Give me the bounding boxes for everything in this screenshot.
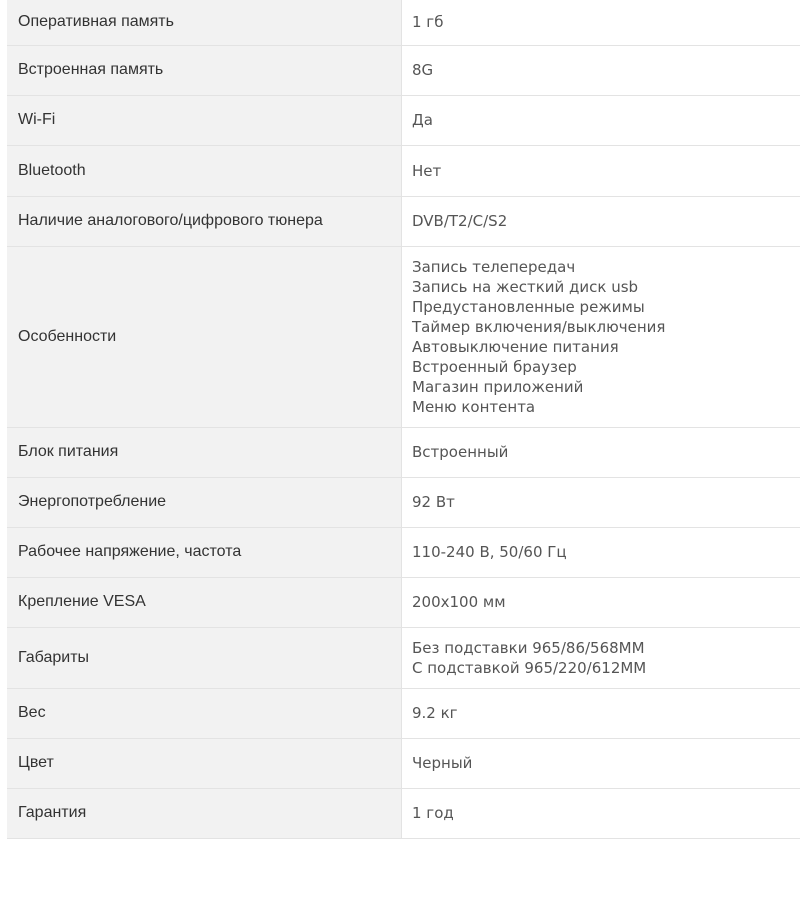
spec-value <box>402 145 800 196</box>
spec-value-line: Таймер включения/выключения <box>412 317 666 336</box>
spec-label: Цвет <box>7 738 402 788</box>
specifications-body <box>7 0 800 838</box>
spec-row <box>7 427 800 477</box>
spec-label: Блок питания <box>7 427 402 477</box>
spec-value-line: 92 Вт <box>412 493 455 511</box>
spec-row <box>7 45 800 95</box>
spec-value-line: DVB/T2/C/S2 <box>412 212 508 230</box>
spec-row <box>7 688 800 738</box>
spec-row <box>7 627 800 688</box>
spec-row <box>7 246 800 427</box>
spec-label: Вес <box>7 688 402 738</box>
spec-value-line: Черный <box>412 754 473 772</box>
spec-row <box>7 196 800 246</box>
spec-value <box>402 738 800 788</box>
spec-value <box>402 427 800 477</box>
spec-value <box>402 577 800 627</box>
spec-label: Гарантия <box>7 788 402 838</box>
spec-value-line: 1 год <box>412 804 454 822</box>
spec-value-line: Встроенный браузер <box>412 357 577 376</box>
spec-label: Рабочее напряжение, частота <box>7 527 402 577</box>
spec-value-line: 200x100 мм <box>412 593 506 611</box>
spec-value-line: 9.2 кг <box>412 704 458 722</box>
spec-value <box>402 477 800 527</box>
spec-value <box>402 196 800 246</box>
spec-row <box>7 145 800 196</box>
spec-row <box>7 738 800 788</box>
spec-value-line: Магазин приложений <box>412 377 584 396</box>
spec-label: Bluetooth <box>7 145 402 196</box>
spec-row <box>7 477 800 527</box>
spec-value <box>402 527 800 577</box>
spec-value-line: Автовыключение питания <box>412 337 619 356</box>
spec-value-line: 1 гб <box>412 13 444 32</box>
spec-value-line: С подставкой 965/220/612MM <box>412 658 647 677</box>
spec-label: Оперативная память <box>7 0 402 45</box>
spec-value-line: 8G <box>412 61 434 79</box>
spec-value-line: Да <box>412 111 433 129</box>
spec-row <box>7 577 800 627</box>
spec-label: Крепление VESA <box>7 577 402 627</box>
spec-label: Особенности <box>7 246 402 427</box>
spec-value <box>402 0 800 45</box>
spec-value-line: Без подставки 965/86/568MM <box>412 638 645 657</box>
spec-label: Наличие аналогового/цифрового тюнера <box>7 196 402 246</box>
spec-value-line: Встроенный <box>412 443 509 461</box>
spec-row <box>7 95 800 145</box>
spec-value <box>402 627 800 688</box>
spec-label: Встроенная память <box>7 45 402 95</box>
spec-value-line: Предустановленные режимы <box>412 297 645 316</box>
spec-label: Габариты <box>7 627 402 688</box>
spec-value <box>402 688 800 738</box>
spec-value <box>402 45 800 95</box>
specifications-table <box>7 0 800 839</box>
spec-row <box>7 0 800 45</box>
spec-label: Wi-Fi <box>7 95 402 145</box>
spec-value-line: Меню контента <box>412 397 536 416</box>
spec-value-line: Запись телепередач <box>412 257 576 276</box>
spec-value <box>402 95 800 145</box>
spec-value <box>402 246 800 427</box>
spec-label: Энергопотребление <box>7 477 402 527</box>
spec-row <box>7 788 800 838</box>
spec-value-line: Нет <box>412 161 442 180</box>
spec-value-line: Запись на жесткий диск usb <box>412 277 639 296</box>
spec-value-line: 110-240 В, 50/60 Гц <box>412 543 567 561</box>
spec-value <box>402 788 800 838</box>
spec-row <box>7 527 800 577</box>
